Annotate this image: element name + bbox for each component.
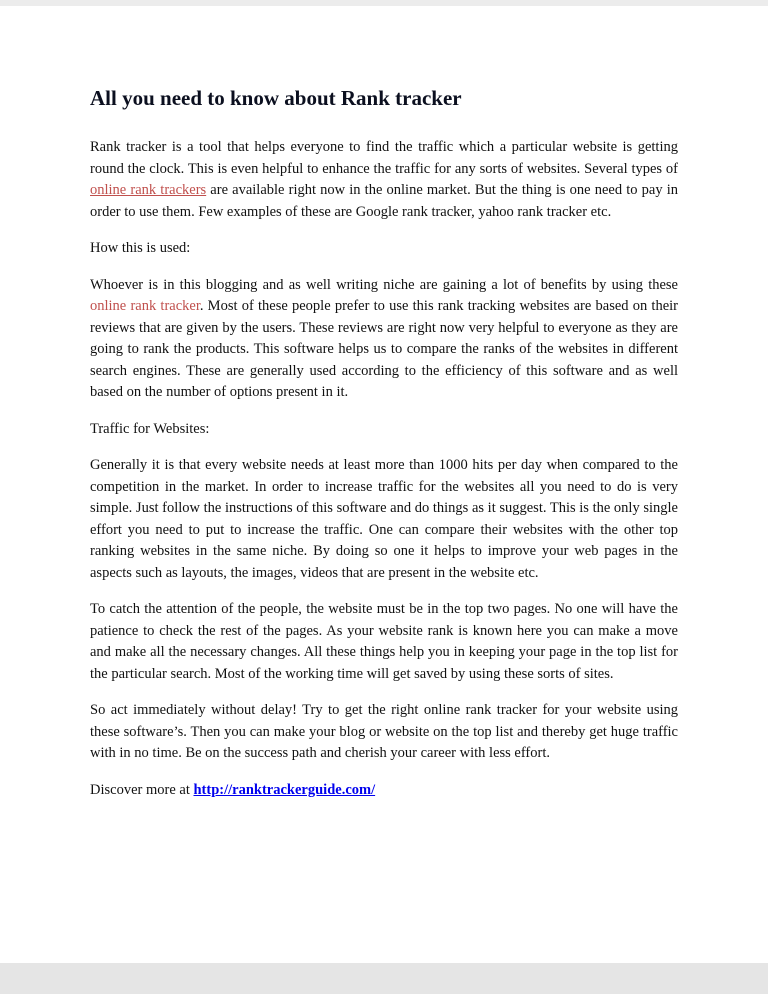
paragraph-traffic: Generally it is that every website needs at least more than 1000 hits per day when compared to the competition in the market. In order to increase traffic for the websites all you need to do is very simple. Just follow the instructions of this software and do things as it suggest. This is the only single effort you need to put to increase the traffic. One can compare their websites with the other top ranking websites in the same niche. By doing so one it helps to improve your web pages in the aspects such as layouts, the images, videos that are present in the website etc. bbox=[90, 457, 678, 581]
paragraph-intro-text-pre: Rank tracker is a tool that helps everyone to find the traffic which a particular website is getting round the clock. This is even helpful to enhance the traffic for any sorts of websites. Several types of bbox=[90, 139, 678, 177]
paragraph-usage-text-post: . Most of these people prefer to use this rank tracking websites are based on their reviews that are given by the users. These reviews are right now very helpful to everyone as they are going to rank the products. This software helps us to compare the ranks of the websites in different search engines. These are generally used according to the efficiency of this software and as well based on the number of options present in it. bbox=[90, 298, 678, 401]
paragraph-act: So act immediately without delay! Try to get the right online rank tracker for your website using these software’s. Then you can make your blog or website on the top list and thereby get huge traffic with in no time. Be on the success path and cherish your career with less effort. bbox=[90, 702, 678, 762]
online-rank-tracker-highlight: online rank tracker bbox=[90, 298, 200, 315]
online-rank-trackers-link[interactable]: online rank trackers bbox=[90, 182, 207, 199]
paragraph-intro bbox=[90, 137, 678, 223]
section-heading-traffic: Traffic for Websites: bbox=[90, 420, 210, 437]
section-heading-how-used: How this is used: bbox=[90, 240, 191, 257]
paragraph-intro-text-post: are available right now in the online market. But the thing is one need to pay in order to use them. Few examples of these are Google rank tracker, yahoo rank tracker etc. bbox=[90, 182, 678, 220]
paragraph-discover-text: Discover more at bbox=[90, 781, 194, 798]
paragraph-usage-text-pre: Whoever is in this blogging and as well writing niche are gaining a lot of benefits by using these bbox=[90, 276, 678, 293]
paragraph-attention: To catch the attention of the people, the website must be in the top two pages. No one will have the patience to check the rest of the pages. As your website rank is known here you can make a move and make all the necessary changes. All these things help you in keeping your page in the top list for the particular search. Most of the working time will get saved by using these sorts of sites. bbox=[90, 601, 678, 682]
paragraph-discover bbox=[90, 780, 678, 802]
letterbox-top bbox=[0, 0, 768, 6]
letterbox-bottom bbox=[0, 963, 768, 994]
paragraph-usage bbox=[90, 275, 678, 404]
page-title: All you need to know about Rank tracker bbox=[90, 86, 462, 110]
ranktrackerguide-link[interactable]: http://ranktrackerguide.com/ bbox=[193, 781, 376, 798]
